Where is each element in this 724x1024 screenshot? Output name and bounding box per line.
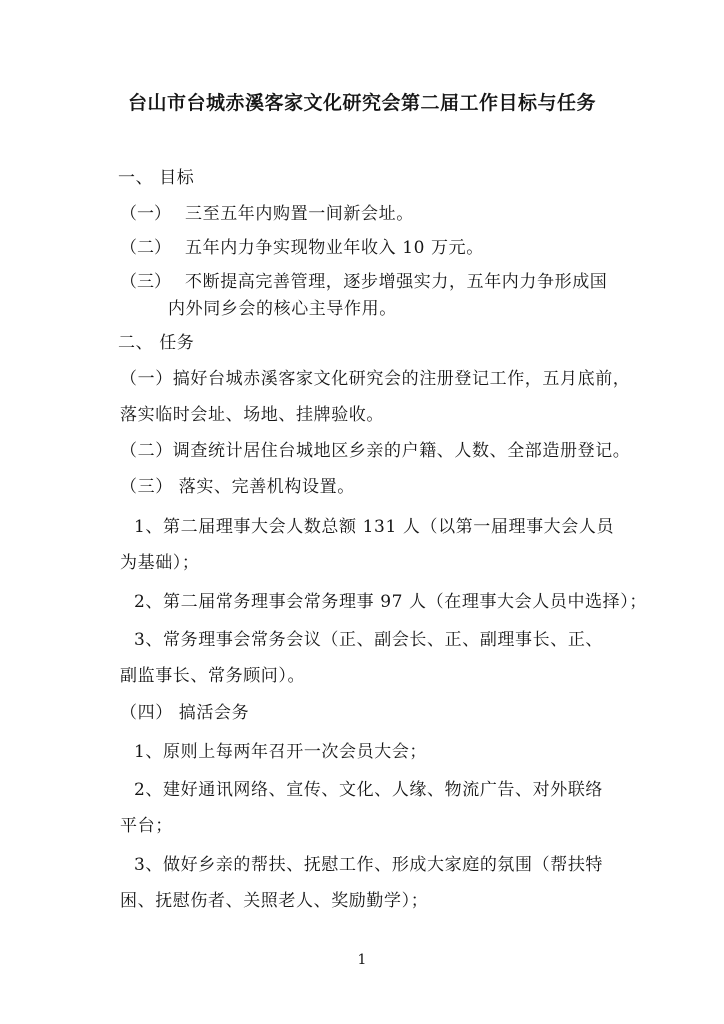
goal-item-text: 三至五年内购置一间新会址。	[185, 204, 414, 224]
item-number: （一）	[120, 204, 171, 224]
task-paragraph: （三） 落实、完善机构设置。	[120, 477, 355, 497]
task-subitem: 1、第二届理事大会人数总额 131 人（以第一届理事大会人员	[134, 517, 615, 537]
task-subitem-continued: 困、抚慰伤者、关照老人、奖励勤学）；	[120, 891, 429, 911]
document-title: 台山市台城赤溪客家文化研究会第二届工作目标与任务	[127, 92, 596, 114]
page-number: 1	[357, 952, 367, 968]
task-subitem-continued: 为基础）；	[120, 553, 200, 573]
item-number: （三）	[120, 272, 171, 292]
section-heading-tasks: 二、 任务	[118, 333, 195, 353]
goal-item-text-continued: 内外同乡会的核心主导作用。	[168, 299, 397, 319]
task-subitem-continued: 副监事长、常务顾问）。	[120, 666, 306, 686]
task-subitem: 3、常务理事会常务会议（正、副会长、正、副理事长、正、	[134, 630, 604, 650]
task-subitem: 1、原则上每两年召开一次会员大会；	[134, 742, 428, 762]
task-paragraph: （四） 搞活会务	[120, 703, 250, 723]
task-paragraph: （二）调查统计居住台城地区乡亲的户籍、人数、全部造册登记。	[120, 441, 631, 461]
task-subitem-continued: 平台；	[120, 816, 173, 836]
goal-item-text: 五年内力争实现物业年收入 10 万元。	[185, 238, 484, 258]
task-paragraph: （一）搞好台城赤溪客家文化研究会的注册登记工作，五月底前，	[120, 369, 631, 389]
section-heading-goals: 一、 目标	[118, 168, 195, 188]
goal-item-text: 不断提高完善管理，逐步增强实力，五年内力争形成国	[185, 272, 608, 292]
task-paragraph-continued: 落实临时会址、场地、挂牌验收。	[120, 405, 384, 425]
item-number: （二）	[120, 238, 171, 258]
task-subitem: 3、做好乡亲的帮扶、抚慰工作、形成大家庭的氛围（帮扶特	[134, 855, 604, 875]
task-subitem: 2、建好通讯网络、宣传、文化、人缘、物流广告、对外联络	[134, 780, 604, 800]
task-subitem: 2、第二届常务理事会常务理事 97 人（在理事大会人员中选择）；	[134, 592, 647, 612]
